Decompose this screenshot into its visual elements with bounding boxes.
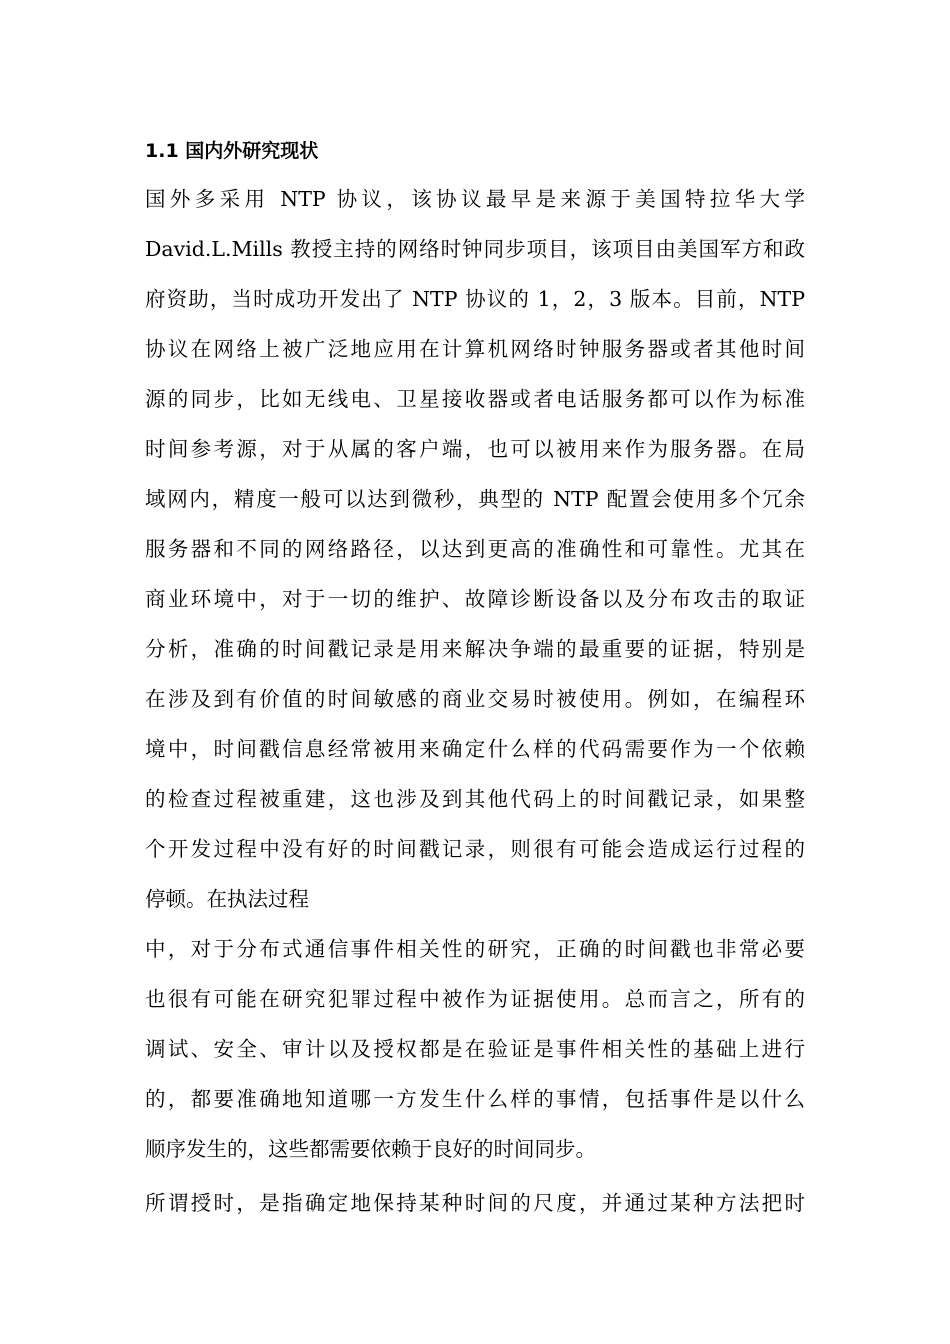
text-line: 也很有可能在研究犯罪过程中被作为证据使用。总而言之，所有的 [145, 987, 805, 1011]
text-line: 商业环境中，对于一切的维护、故障诊断设备以及分布攻击的取证 [145, 587, 805, 611]
text-line: 的，都要准确地知道哪一方发生什么样的事情，包括事件是以什么 [145, 1087, 805, 1111]
text-line: 停顿。在执法过程 [145, 887, 309, 911]
paragraph [145, 1178, 805, 1228]
text-line: David.L.Mills 教授主持的网络时钟同步项目，该项目由美国军方和政 [145, 237, 805, 261]
text-line: 顺序发生的，这些都需要依赖于良好的时间同步。 [145, 1137, 596, 1161]
text-line: 分析，准确的时间戳记录是用来解决争端的最重要的证据，特别是 [145, 637, 805, 661]
text-line: 国外多采用 NTP 协议，该协议最早是来源于美国特拉华大学 [145, 187, 805, 211]
text-line: 协议在网络上被广泛地应用在计算机网络时钟服务器或者其他时间 [145, 337, 805, 361]
text-line: 中，对于分布式通信事件相关性的研究，正确的时间戳也非常必要 [145, 937, 805, 961]
text-line: 服务器和不同的网络路径，以达到更高的准确性和可靠性。尤其在 [145, 537, 805, 561]
text-line: 所谓授时，是指确定地保持某种时间的尺度，并通过某种方法把时 [145, 1191, 805, 1215]
text-line: 时间参考源，对于从属的客户端，也可以被用来作为服务器。在局 [145, 437, 805, 461]
text-line: 个开发过程中没有好的时间戳记录，则很有可能会造成运行过程的 [145, 837, 805, 861]
text-line: 在涉及到有价值的时间敏感的商业交易时被使用。例如，在编程环 [145, 687, 805, 711]
paragraph [145, 924, 805, 1174]
text-line: 源的同步，比如无线电、卫星接收器或者电话服务都可以作为标准 [145, 387, 805, 411]
text-line: 府资助，当时成功开发出了 NTP 协议的 1，2，3 版本。目前，NTP [145, 287, 805, 311]
text-line: 域网内，精度一般可以达到微秒，典型的 NTP 配置会使用多个冗余 [145, 487, 805, 511]
document-body [145, 133, 805, 1228]
text-line: 境中，时间戳信息经常被用来确定什么样的代码需要作为一个依赖 [145, 737, 805, 761]
section-heading: 1.1 国内外研究现状 [145, 140, 319, 162]
paragraph [145, 174, 805, 924]
text-line: 调试、安全、审计以及授权都是在验证是事件相关性的基础上进行 [145, 1037, 805, 1061]
text-line: 的检查过程被重建，这也涉及到其他代码上的时间戳记录，如果整 [145, 787, 805, 811]
